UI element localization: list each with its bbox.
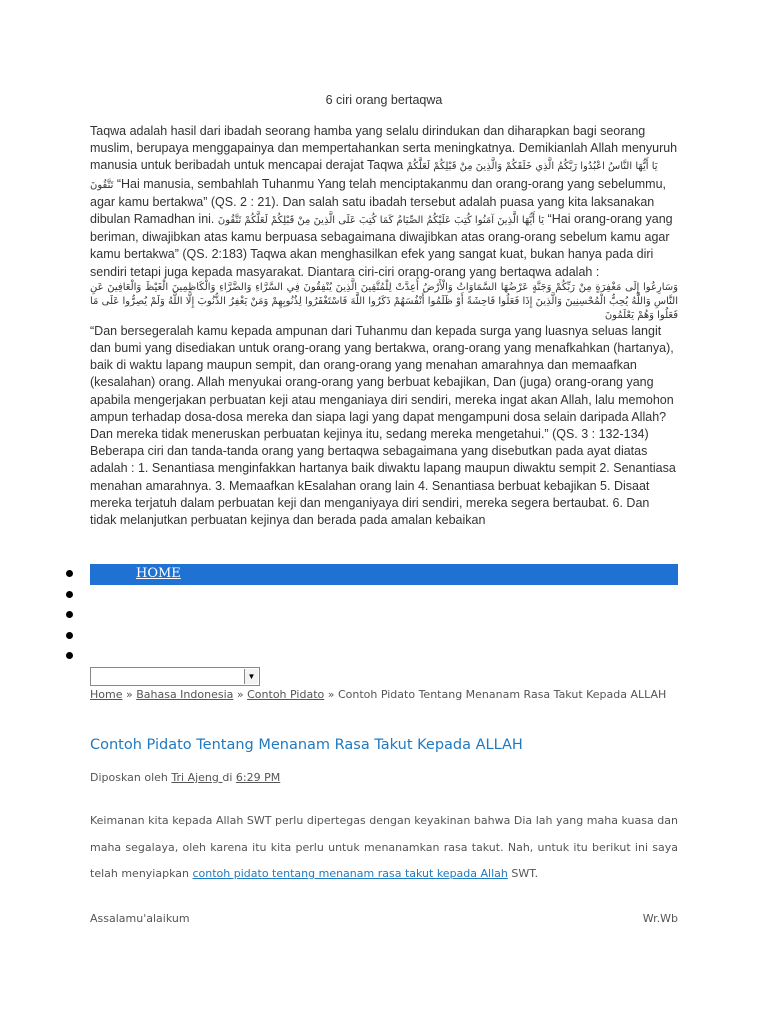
bullet-icon (66, 611, 73, 618)
verse-2-translation: “Hai orang-orang yang beriman, diwajibkan atas kamu berpuasa sebagaimana diwajibkan atas orang-orang sebelum kamu agar kamu bertakwa” (QS. 2:183) Taqwa akan menghasilkan efek yang sangat kuat, bukan hanya pada diri sendiri tetapi juga kepada masyarakat. Diantara ciri-ciri orang-orang yang bertaqwa adalah : (90, 212, 673, 279)
bullet-icon (66, 632, 73, 639)
contoh-pidato-link[interactable]: contoh pidato tentang menanam rasa takut kepada Allah (192, 867, 508, 880)
post-body-text: Keimanan kita kepada Allah SWT perlu dipertegas dengan keyakinan bahwa Dia lah yang maha kuasa dan maha segalaya, oleh karena itu kita perlu untuk menanamkan rasa takut. Nah, untuk itu berikut ini saya telah menyiapkan (90, 814, 678, 880)
post-body-end: SWT. (507, 867, 539, 880)
meta-prefix: Diposkan oleh (90, 771, 172, 784)
verse-1-translation: “Hai manusia, sembahlah Tuhanmu Yang telah menciptakanmu dan orang-orang yang sebelummu, agar kamu bertakwa” (QS. 2 : 21). Dan salah satu ibadah tersebut adalah puasa yang kita laksanakan dibulan Ramadhan ini. (90, 176, 667, 227)
breadcrumb-separator: » (324, 688, 338, 701)
meta-at: di (222, 771, 236, 784)
breadcrumb (90, 688, 678, 703)
document-body (90, 123, 678, 529)
arabic-verse-2: يَا أَيُّهَا الَّذِينَ آمَنُوا كُتِبَ عَلَيْكُمُ الصِّيَامُ كَمَا كُتِبَ عَلَى الَّذِينَ مِنْ قَبْلِكُمْ لَعَلَّكُمْ تَتَّقُونَ (217, 215, 545, 227)
author-link[interactable]: Tri Ajeng (171, 771, 223, 784)
breadcrumb-contoh-pidato[interactable]: Contoh Pidato (247, 688, 325, 701)
post-title: Contoh Pidato Tentang Menanam Rasa Takut Kepada ALLAH (90, 737, 523, 753)
nav-select[interactable] (90, 667, 260, 686)
breadcrumb-home[interactable]: Home (90, 688, 123, 701)
greeting-closing: Wr.Wb (642, 912, 678, 925)
post-meta (90, 771, 280, 784)
breadcrumb-separator: » (233, 688, 248, 701)
intro-text: Taqwa adalah hasil dari ibadah seorang hamba yang selalu dirindukan dan diharapkan bagi seorang muslim, berupaya menggapainya dan mempertahankan serta meningkatnya. Demikianlah Allah menyuruh manusia untuk beribadah untuk mencapai derajat Taqwa (90, 124, 678, 173)
breadcrumb-separator: » (122, 688, 137, 701)
breadcrumb-current: Contoh Pidato Tentang Menanam Rasa Takut Kepada ALLAH (337, 688, 667, 701)
post-body (90, 808, 678, 888)
paragraph-intro (90, 123, 678, 281)
home-link[interactable]: HOME (136, 566, 181, 581)
bullet-icon (66, 570, 73, 577)
greeting-salam: Assalamu'alaikum (90, 912, 190, 925)
breadcrumb-bahasa-indonesia[interactable]: Bahasa Indonesia (136, 688, 234, 701)
bullet-icon (66, 591, 73, 598)
arabic-verse-1: يَا أَيُّهَا النَّاسُ اعْبُدُوا رَبَّكُمُ الَّذِي خَلَقَكُمْ وَالَّذِينَ مِنْ قَبْلِكُمْ لَعَلَّكُمْ تَتَّقُونَ (90, 161, 658, 191)
bullet-icon (66, 652, 73, 659)
paragraph-traits: “Dan bersegeralah kamu kepada ampunan dari Tuhanmu dan kepada surga yang luasnya seluas langit dan bumi yang disediakan untuk orang-orang yang bertakwa, orang-orang yang menafkahkan (hartanya), baik di waktu lapang maupun sempit, dan orang-orang yang menahan amarahnya dan memaafkan (kesalahan) orang. Allah menyukai orang-orang yang berbuat kebajikan, Dan (juga) orang-orang yang apabila mengerjakan perbuatan keji atau menganiaya diri sendiri, mereka ingat akan Allah, lalu memohon ampun terhadap dosa-dosa mereka dan siapa lagi yang dapat mengampuni dosa selain daripada Allah? Dan mereka tidak meneruskan perbuatan kejinya itu, sedang mereka mengetahui.” (QS. 3 : 132-134) Beberapa ciri dan tanda-tanda orang yang bertaqwa sebagaimana yang disebutkan pada ayat diatas adalah : 1. Senantiasa menginfakkan hartanya baik diwaktu lapang maupun diwaktu sempit 2. Senantiasa menahan amarahnya. 3. Memaafkan kEsalahan orang lain 4. Senantiasa berbuat kebajikan 5. Disaat mereka terjatuh dalam perbuatan keji dan menganiyaya diri sendiri, mereka segera bertaubat. 6. Dan tidak melanjutkan perbuatan kejinya dan berada pada amalan kebaikan (90, 323, 676, 528)
dropdown-arrow-icon[interactable]: ▼ (244, 669, 258, 684)
arabic-verse-3: وَسَارِعُوا إِلَى مَغْفِرَةٍ مِنْ رَبِّكُمْ وَجَنَّةٍ عَرْضُهَا السَّمَاوَاتُ وَالْأَرْضُ أُعِدَّتْ لِلْمُتَّقِينَ الَّذِينَ يُنْفِقُونَ فِي السَّرَّاءِ وَالضَّرَّاءِ وَالْكَاظِمِينَ الْغَيْظَ وَالْعَافِينَ عَنِ النَّاسِ وَاللَّهُ يُحِبُّ الْمُحْسِنِينَ وَالَّذِينَ إِذَا فَعَلُوا فَاحِشَةً أَوْ ظَلَمُوا أَنْفُسَهُمْ ذَكَرُوا اللَّهَ فَاسْتَغْفَرُوا لِذُنُوبِهِمْ وَمَنْ يَغْفِرُ الذُّنُوبَ إِلَّا اللَّهُ وَلَمْ يُصِرُّوا عَلَى مَا فَعَلُوا وَهُمْ يَعْلَمُونَ (90, 281, 678, 321)
post-time-link[interactable]: 6:29 PM (235, 771, 281, 784)
document-title: 6 ciri orang bertaqwa (325, 93, 443, 107)
